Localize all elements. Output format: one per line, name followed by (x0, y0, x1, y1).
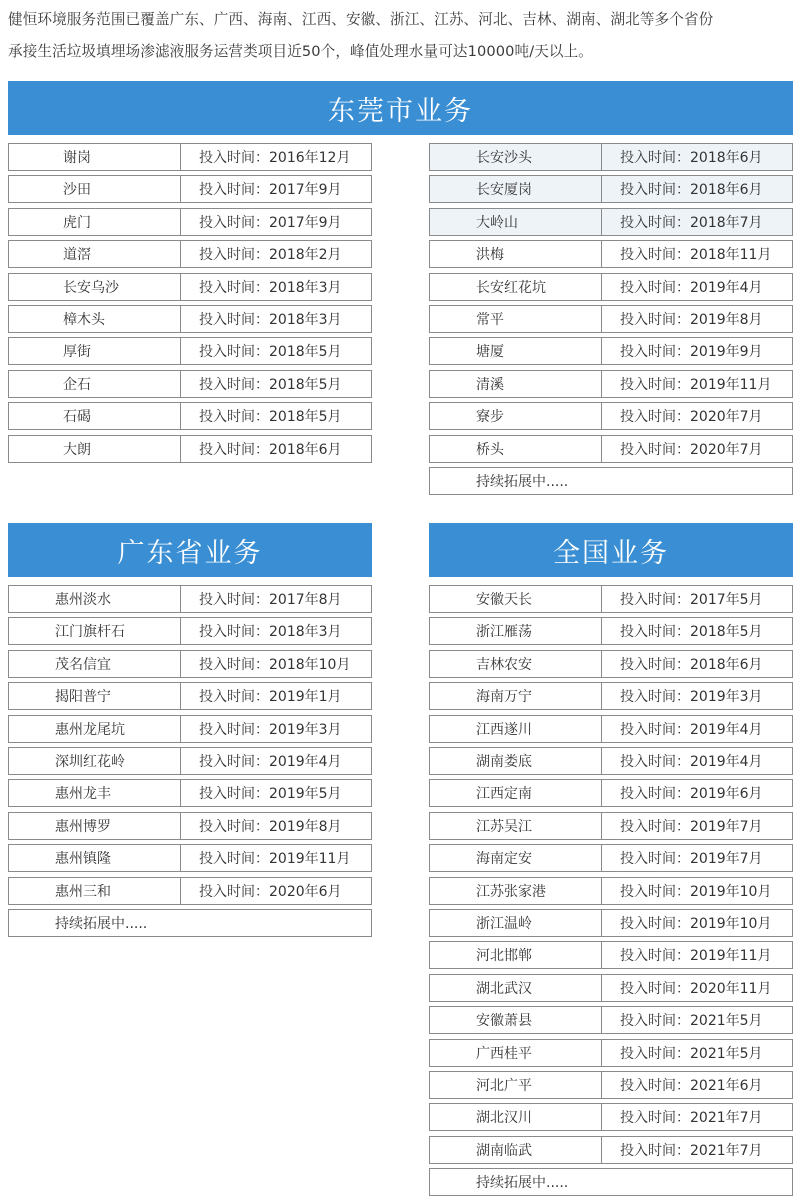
project-name: 樟木头 (9, 306, 181, 332)
project-name: 海南定安 (430, 845, 602, 871)
project-name: 吉林农安 (430, 651, 602, 677)
start-time: 投入时间：2021年5月 (620, 1013, 763, 1030)
project-name: 惠州三和 (9, 878, 181, 904)
start-time: 投入时间：2018年10月 (199, 656, 351, 673)
start-time: 投入时间：2019年4月 (620, 721, 763, 738)
table-row (429, 779, 793, 807)
project-name: 江西定南 (430, 780, 602, 806)
table-row (429, 208, 793, 236)
project-name: 企石 (9, 371, 181, 397)
start-time: 投入时间：2019年10月 (620, 883, 772, 900)
project-name: 河北广平 (430, 1072, 602, 1098)
table-row (429, 650, 793, 678)
intro-text (8, 4, 800, 68)
start-time: 投入时间：2019年4月 (620, 279, 763, 296)
table-row (429, 941, 793, 969)
table-row (8, 715, 372, 743)
project-name: 长安红花坑 (430, 274, 602, 300)
table-row (429, 715, 793, 743)
project-name: 惠州镇隆 (9, 845, 181, 871)
project-name: 厚街 (9, 338, 181, 364)
project-name: 清溪 (430, 371, 602, 397)
start-time: 投入时间：2018年3月 (199, 312, 342, 328)
project-name: 江门旗杆石 (9, 618, 181, 644)
project-name: 桥头 (430, 436, 602, 462)
project-name: 湖北汉川 (430, 1104, 602, 1130)
table-row (8, 273, 372, 301)
start-time: 投入时间：2017年8月 (199, 592, 342, 608)
start-time: 投入时间：2019年1月 (199, 689, 342, 706)
table-row (8, 812, 372, 840)
start-time: 投入时间：2019年10月 (620, 916, 772, 932)
project-name: 道滘 (9, 241, 181, 267)
project-name: 安徽天长 (430, 586, 602, 612)
more-row: 持续拓展中..... (429, 1168, 793, 1196)
table-row (429, 305, 793, 333)
start-time: 投入时间：2021年7月 (620, 1110, 763, 1127)
project-name: 惠州龙丰 (9, 780, 181, 806)
table-row (8, 585, 372, 613)
table-row (429, 273, 793, 301)
start-time: 投入时间：2019年7月 (620, 818, 763, 835)
start-time: 投入时间：2018年6月 (620, 182, 763, 199)
table-row (8, 175, 372, 203)
table-row (429, 1006, 793, 1034)
start-time: 投入时间：2020年7月 (620, 441, 763, 458)
project-name: 寮步 (430, 403, 602, 429)
project-name: 江苏吴江 (430, 813, 602, 839)
start-time: 投入时间：2018年3月 (199, 279, 342, 296)
start-time: 投入时间：2018年3月 (199, 624, 342, 641)
table-row (429, 617, 793, 645)
start-time: 投入时间：2018年11月 (620, 247, 772, 264)
start-time: 投入时间：2019年5月 (199, 786, 342, 803)
dongguan-section (8, 81, 793, 135)
table-row (429, 682, 793, 710)
project-name: 海南万宁 (430, 683, 602, 709)
project-name: 沙田 (9, 176, 181, 202)
start-time: 投入时间：2018年2月 (199, 247, 342, 264)
intro-line-2: 承接生活垃圾填埋场渗滤液服务运营类项目近50个，峰值处理水量可达10000吨/天以上。 (8, 43, 593, 60)
table-row (8, 240, 372, 268)
project-name: 安徽萧县 (430, 1007, 602, 1033)
table-row (8, 370, 372, 398)
table-row (8, 877, 372, 905)
start-time: 投入时间：2019年9月 (620, 344, 763, 361)
table-row (8, 305, 372, 333)
table-row (429, 337, 793, 365)
table-row (429, 812, 793, 840)
guangdong-section (8, 523, 372, 577)
intro-line-1: 健恒环境服务范围已覆盖广东、广西、海南、江西、安徽、浙江、江苏、河北、吉林、湖南、湖北等多个省份 (8, 11, 714, 28)
table-row (8, 779, 372, 807)
start-time: 投入时间：2018年6月 (620, 150, 763, 166)
table-row (8, 402, 372, 430)
table-row (429, 844, 793, 872)
start-time: 投入时间：2017年9月 (199, 182, 342, 199)
start-time: 投入时间：2020年11月 (620, 980, 772, 997)
national-section (429, 523, 793, 577)
table-row (429, 747, 793, 775)
project-name: 浙江雁荡 (430, 618, 602, 644)
start-time: 投入时间：2019年3月 (199, 721, 342, 738)
start-time: 投入时间：2019年6月 (620, 786, 763, 803)
project-name: 长安乌沙 (9, 274, 181, 300)
project-name: 揭阳普宁 (9, 683, 181, 709)
project-name: 洪梅 (430, 241, 602, 267)
dongguan-header: 东莞市业务 (8, 81, 793, 135)
table-row (429, 240, 793, 268)
table-row (8, 617, 372, 645)
table-row (8, 844, 372, 872)
project-name: 惠州淡水 (9, 586, 181, 612)
start-time: 投入时间：2017年9月 (199, 214, 342, 231)
more-row: 持续拓展中..... (429, 467, 793, 495)
start-time: 投入时间：2021年5月 (620, 1045, 763, 1062)
start-time: 投入时间：2018年5月 (620, 624, 763, 641)
table-row (429, 175, 793, 203)
guangdong-header: 广东省业务 (8, 523, 372, 577)
project-name: 浙江温岭 (430, 910, 602, 936)
project-name: 常平 (430, 306, 602, 332)
start-time: 投入时间：2019年11月 (620, 948, 772, 965)
start-time: 投入时间：2019年8月 (620, 312, 763, 328)
start-time: 投入时间：2020年7月 (620, 409, 763, 426)
table-row (429, 435, 793, 463)
start-time: 投入时间：2019年11月 (199, 851, 351, 868)
start-time: 投入时间：2018年6月 (199, 441, 342, 458)
project-name: 湖北武汉 (430, 975, 602, 1001)
table-row (8, 747, 372, 775)
project-name: 河北邯郸 (430, 942, 602, 968)
project-name: 大岭山 (430, 209, 602, 235)
table-row (8, 435, 372, 463)
table-row (429, 370, 793, 398)
table-row (8, 208, 372, 236)
start-time: 投入时间：2021年6月 (620, 1078, 763, 1094)
project-name: 广西桂平 (430, 1040, 602, 1066)
table-row (429, 585, 793, 613)
project-name: 大朗 (9, 436, 181, 462)
project-name: 江苏张家港 (430, 878, 602, 904)
table-row (429, 877, 793, 905)
project-name: 塘厦 (430, 338, 602, 364)
start-time: 投入时间：2019年4月 (620, 754, 763, 770)
project-name: 石碣 (9, 403, 181, 429)
start-time: 投入时间：2018年6月 (620, 656, 763, 673)
start-time: 投入时间：2019年8月 (199, 818, 342, 835)
start-time: 投入时间：2018年5月 (199, 376, 342, 393)
start-time: 投入时间：2020年6月 (199, 883, 342, 900)
start-time: 投入时间：2019年4月 (199, 754, 342, 770)
table-row (8, 337, 372, 365)
project-name: 惠州龙尾坑 (9, 716, 181, 742)
project-name: 江西遂川 (430, 716, 602, 742)
table-row (8, 143, 372, 171)
project-name: 长安厦岗 (430, 176, 602, 202)
start-time: 投入时间：2017年5月 (620, 592, 763, 608)
table-row (429, 1039, 793, 1067)
project-name: 虎门 (9, 209, 181, 235)
start-time: 投入时间：2018年5月 (199, 344, 342, 361)
project-name: 谢岗 (9, 144, 181, 170)
national-header: 全国业务 (429, 523, 793, 577)
table-row (429, 974, 793, 1002)
start-time: 投入时间：2018年5月 (199, 409, 342, 426)
start-time: 投入时间：2021年7月 (620, 1142, 763, 1159)
start-time: 投入时间：2019年11月 (620, 376, 772, 393)
project-name: 惠州博罗 (9, 813, 181, 839)
project-name: 长安沙头 (430, 144, 602, 170)
table-row (8, 650, 372, 678)
table-row (429, 1071, 793, 1099)
table-row (429, 402, 793, 430)
table-row (429, 143, 793, 171)
table-row (8, 682, 372, 710)
start-time: 投入时间：2019年7月 (620, 851, 763, 868)
start-time: 投入时间：2019年3月 (620, 689, 763, 706)
start-time: 投入时间：2018年7月 (620, 214, 763, 231)
table-row (429, 1136, 793, 1164)
more-row: 持续拓展中..... (8, 909, 372, 937)
project-name: 茂名信宜 (9, 651, 181, 677)
project-name: 深圳红花岭 (9, 748, 181, 774)
project-name: 湖南娄底 (430, 748, 602, 774)
table-row (429, 909, 793, 937)
project-name: 湖南临武 (430, 1137, 602, 1163)
table-row (429, 1103, 793, 1131)
start-time: 投入时间：2016年12月 (199, 150, 351, 166)
